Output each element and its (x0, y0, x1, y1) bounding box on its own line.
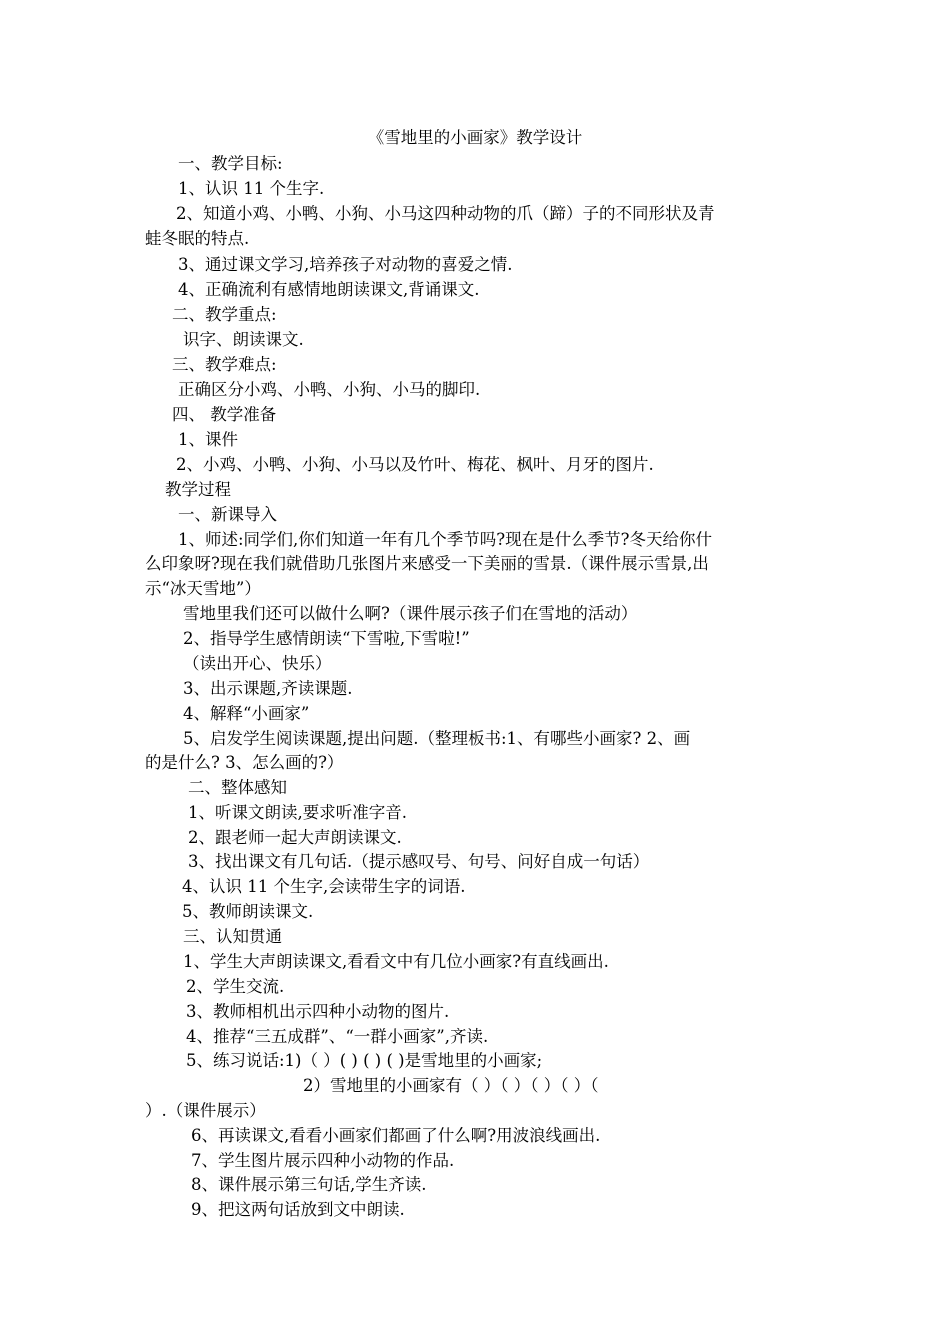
document-title: 《雪地里的小画家》教学设计 (367, 128, 583, 147)
text-line: 2、学生交流. (186, 977, 285, 996)
text-line: 7、学生图片展示四种小动物的作品. (191, 1151, 455, 1170)
text-line: 正确区分小鸡、小鸭、小狗、小马的脚印. (178, 380, 481, 399)
text-line: 蛙冬眠的特点. (145, 229, 250, 248)
section-heading-difficulties: 三、教学难点: (172, 355, 277, 374)
text-line: 示“冰天雪地”） (145, 579, 261, 598)
text-line: 2）雪地里的小画家有（ ）（ ）（ ）（ ）（ (303, 1076, 599, 1095)
text-line: （读出开心、快乐） (183, 654, 332, 673)
text-line: 1、学生大声朗读课文,看看文中有几位小画家?有直线画出. (183, 952, 609, 971)
text-line: 1、听课文朗读,要求听准字音. (188, 803, 407, 822)
text-line: 识字、朗读课文. (183, 330, 304, 349)
text-line: 3、出示课题,齐读课题. (183, 679, 353, 698)
section-heading-preparation: 四、 教学准备 (172, 405, 277, 424)
text-line: 5、练习说话:1)（ ）( ) ( ) ( )是雪地里的小画家; (186, 1051, 543, 1070)
text-line: 2、小鸡、小鸭、小狗、小马以及竹叶、梅花、枫叶、月牙的图片. (176, 455, 654, 474)
text-line: 么印象呀?现在我们就借助几张图片来感受一下美丽的雪景.（课件展示雪景,出 (145, 554, 709, 573)
section-heading-key-points: 二、教学重点: (172, 305, 277, 324)
text-line: 2、跟老师一起大声朗读课文. (188, 828, 402, 847)
text-line: 3、通过课文学习,培养孩子对动物的喜爱之情. (178, 255, 513, 274)
text-line: 2、知道小鸡、小鸭、小狗、小马这四种动物的爪（蹄）子的不同形状及青 (176, 204, 715, 223)
text-line: 5、教师朗读课文. (182, 902, 314, 921)
text-line: 1、课件 (178, 430, 238, 449)
text-line: 的是什么? 3、怎么画的?） (145, 753, 344, 772)
text-line: 4、认识 11 个生字,会读带生字的词语. (182, 877, 466, 896)
text-line: 1、师述:同学们,你们知道一年有几个季节吗?现在是什么季节?冬天给你什 (178, 530, 712, 549)
text-line: 4、正确流利有感情地朗读课文,背诵课文. (178, 280, 480, 299)
text-line: 8、课件展示第三句话,学生齐读. (191, 1175, 427, 1194)
subsection-heading: 三、认知贯通 (183, 927, 282, 946)
section-heading-process: 教学过程 (165, 480, 231, 499)
text-line: 9、把这两句话放到文中朗读. (191, 1200, 405, 1219)
section-heading-objectives: 一、教学目标: (178, 154, 283, 173)
text-line: 雪地里我们还可以做什么啊?（课件展示孩子们在雪地的活动） (183, 604, 638, 623)
text-line: 4、推荐“三五成群”、“一群小画家”,齐读. (186, 1027, 489, 1046)
text-line: 1、认识 11 个生字. (178, 179, 325, 198)
text-line: 2、指导学生感情朗读“下雪啦,下雪啦!” (183, 629, 470, 648)
subsection-heading: 一、新课导入 (178, 505, 277, 524)
text-line: 4、解释“小画家” (183, 704, 310, 723)
text-line: 3、教师相机出示四种小动物的图片. (186, 1002, 450, 1021)
text-line: 3、找出课文有几句话.（提示感叹号、句号、问好自成一句话） (188, 852, 650, 871)
text-line: 5、启发学生阅读课题,提出问题.（整理板书:1、有哪些小画家? 2、画 (183, 729, 691, 748)
text-line: ）.（课件展示） (145, 1101, 266, 1120)
text-line: 6、再读课文,看看小画家们都画了什么啊?用波浪线画出. (191, 1126, 601, 1145)
subsection-heading: 二、整体感知 (188, 778, 287, 797)
